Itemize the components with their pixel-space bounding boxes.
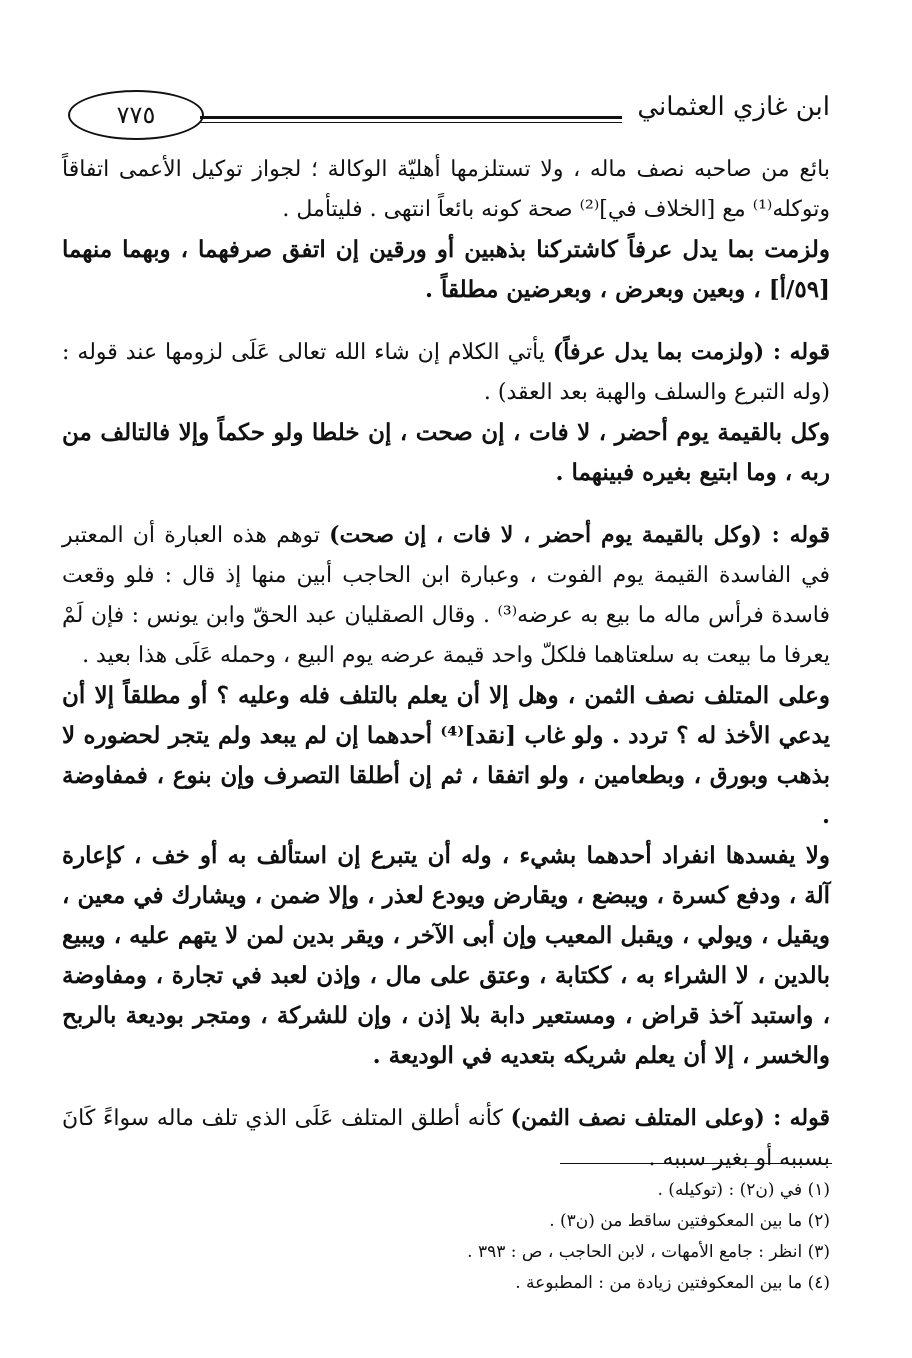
footnote: (١) في (ن٢) : (توكيله) . — [657, 1180, 830, 1200]
paragraph-text: كأنه أطلق المتلف عَلَى الذي تلف ماله سواءً كَانَ بسببه أو بغير سببه . — [62, 1106, 830, 1171]
paragraph-text: بائع من صاحبه نصف ماله ، ولا تستلزمها أهليّة الوكالة ؛ لجواز توكيل الأعمى اتفاقاً وتوكله⁽¹⁾ مع [الخلاف في]⁽²⁾ صحة كونه بائعاً انتهى . فليتأمل . — [62, 157, 830, 222]
footnote: (٤) ما بين المعكوفتين زيادة من : المطبوعة . — [515, 1273, 830, 1293]
paragraph-text: وعلى المتلف نصف الثمن ، وهل إلا أن يعلم بالتلف فله وعليه ؟ أو مطلقاً إلا أن يدعي الأخذ له ؟ تردد . ولو غاب [نقد]⁽⁴⁾ أحدهما إن لم يبعد ولم يتجر لحضوره لا بذهب وبورق ، وبطعامين ، ولو اتفقا ، ثم إن أطلقا التصرف وإن بنوع ، فمفاوضة . — [62, 682, 831, 829]
footnotes — [300, 1175, 830, 1299]
quoted-lemma: قوله : (وعلى المتلف نصف الثمن) — [510, 1105, 830, 1131]
matn-paragraph — [62, 676, 830, 836]
paragraph-gap — [62, 1076, 830, 1098]
page-number: ٧٧٥ — [68, 90, 204, 140]
footnote: (٣) انظر : جامع الأمهات ، لابن الحاجب ، ص : ٣٩٣ . — [467, 1242, 830, 1262]
paragraph-gap — [62, 310, 830, 332]
commentary-paragraph — [62, 515, 830, 676]
matn-paragraph — [62, 230, 830, 310]
matn-paragraph — [62, 836, 830, 1076]
quoted-lemma: قوله : (وكل بالقيمة يوم أحضر ، لا فات ، إن صحت) — [329, 522, 830, 548]
paragraph-text: ولا يفسدها انفراد أحدهما بشيء ، وله أن يتبرع إن استألف به أو خف ، كإعارة آلة ، ودفع كسرة ، ويبضع ، ويقارض ويودع لعذر ، وإلا ضمن ، ويشارك في معين ، ويقيل ، ويولي ، ويقبل المعيب وإن أبى الآخر ، ويقر بدين لمن لا يتهم عليه ، ويبيع بالدين ، لا الشراء به ، ككتابة ، وعتق على مال ، وإذن لعبد في تجارة ، ومفاوضة ، واستبد آخذ قراض ، ومستعير دابة بلا إذن ، وإن للشركة ، ومتجر بوديعة بالربح والخسر ، إلا أن يعلم شريكه بتعديه في الوديعة . — [62, 842, 830, 1069]
header-rule-thin — [200, 122, 622, 123]
paragraph-text: ولزمت بما يدل عرفاً كاشتركنا بذهبين أو ورقين إن اتفق صرفهما ، وبهما منهما [٥٩/أ] ، وبعين وبعرض ، وبعرضين مطلقاً . — [62, 236, 830, 303]
paragraph-gap — [62, 493, 830, 515]
footnote-separator — [560, 1163, 832, 1164]
paragraph-text: توهم هذه العبارة أن المعتبر في الفاسدة القيمة يوم الفوت ، وعبارة ابن الحاجب أبين منها إذ قال : فلو وقعت فاسدة فرأس ماله ما بيع به عرضه⁽³⁾ . وقال الصقليان عبد الحقّ وابن يونس : فإن لَمْ يعرفا ما بيعت به سلعتاهما فلكلّ واحد قيمة عرضه يوم البيع ، وحمله عَلَى هذا بعيد . — [62, 523, 830, 668]
paragraph-text: يأتي الكلام إن شاء الله تعالى عَلَى لزومها عند قوله : (وله التبرع والسلف والهبة بعد العقد) . — [62, 340, 830, 405]
paragraph-text: وكل بالقيمة يوم أحضر ، لا فات ، إن صحت ، إن خلطا ولو حكماً وإلا فالتالف من ربه ، وما ابتيع بغيره فبينهما . — [62, 419, 830, 486]
matn-paragraph — [62, 413, 830, 493]
header-rule — [200, 116, 622, 119]
page-header — [60, 82, 830, 142]
footnote: (٢) ما بين المعكوفتين ساقط من (ن٣) . — [549, 1211, 830, 1231]
main-text — [62, 150, 830, 1179]
commentary-paragraph — [62, 332, 830, 413]
commentary-paragraph — [62, 1098, 830, 1179]
commentary-paragraph — [62, 150, 830, 230]
running-title: ابن غازي العثماني — [637, 92, 830, 122]
quoted-lemma: قوله : (ولزمت بما يدل عرفاً) — [552, 339, 830, 365]
